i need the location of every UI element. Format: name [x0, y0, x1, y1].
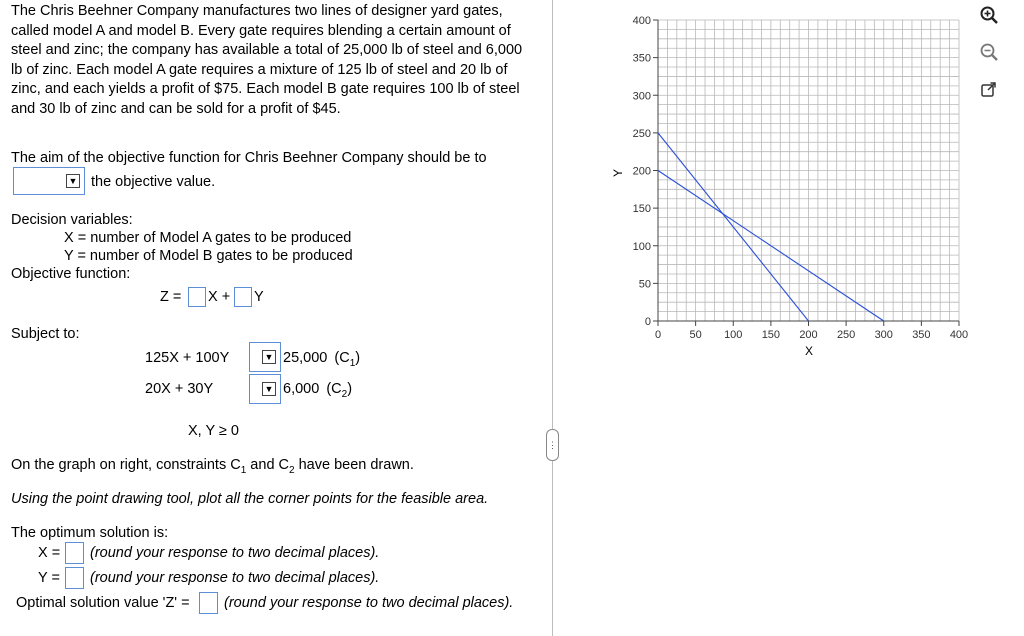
c1-lhs: 125X + 100Y: [145, 350, 230, 366]
optimum-heading: The optimum solution is:: [11, 525, 169, 541]
x-coefficient-input[interactable]: [188, 287, 206, 307]
x-tick-label: 250: [836, 329, 856, 341]
y-tick-label: 0: [644, 316, 651, 328]
instruction-text: Using the point drawing tool, plot all the corner points for the feasible area.: [11, 491, 489, 507]
graph-note-sub1: 1: [240, 464, 247, 476]
graph-note-sub2: 2: [289, 464, 295, 476]
x-tick-label: 150: [761, 329, 781, 341]
c2-tag-close: ): [347, 381, 353, 397]
c1-tag: (C: [334, 350, 350, 366]
problem-text: The Chris Beehner Company manufactures two lines of designer yard gates, called model A and model B. Every gate requires blending a certain amount of steel and zinc; the company has available a total of 25,000 lb of steel and 6,000 lb of zinc. Each model A gate requires a mixture of 125 lb of steel and 20 lb of zinc, and each yields a profit of $75. Each model B gate requires 100 lb of steel and 30 lb of zinc and can be sold for a profit of $45.: [11, 3, 523, 117]
c1-tag-sub: 1: [349, 357, 356, 369]
constraints-heading: Subject to:: [11, 326, 80, 342]
objective-heading: Objective function:: [11, 266, 131, 282]
external-link-button[interactable]: [978, 79, 1000, 101]
x-tick-label: 100: [724, 329, 743, 341]
y-tick-label: 100: [632, 240, 651, 253]
non-negativity: X, Y ≥ 0: [188, 423, 239, 439]
aim-prompt: The aim of the objective function for Chris Beehner Company should be to: [11, 150, 487, 166]
opt-z-label: Optimal solution value 'Z' =: [16, 595, 190, 611]
x-tick-label: 400: [949, 329, 969, 341]
x-definition: X = number of Model A gates to be produced: [64, 230, 352, 246]
opt-y-input[interactable]: [65, 567, 84, 589]
c1-tag-close: ): [355, 350, 361, 366]
c1-rhs-value: 25,000: [283, 350, 328, 366]
y-tick-label: 200: [632, 165, 651, 178]
c2-rhs: [283, 381, 352, 400]
c1-relation-dropdown[interactable]: [249, 342, 281, 372]
c2-tag: (C: [326, 381, 342, 397]
graph-note: [11, 457, 414, 476]
c2-rhs-value: 6,000: [283, 381, 320, 397]
x-tick-label: 350: [912, 329, 931, 341]
zoom-in-button[interactable]: [978, 4, 1000, 26]
x-tick-label: 300: [874, 329, 893, 341]
graph-note-mid: and C: [246, 457, 290, 473]
y-tick-label: 250: [632, 127, 651, 140]
decision-heading: Decision variables:: [11, 212, 133, 228]
external-link-icon: [979, 80, 999, 100]
x-axis-label: X: [804, 344, 814, 358]
y-term-label: Y: [254, 289, 264, 305]
opt-z-hint: (round your response to two decimal places).: [224, 595, 514, 611]
y-tick-label: 350: [632, 52, 651, 65]
opt-x-label: X =: [38, 545, 61, 561]
x-tick-label: 0: [654, 329, 662, 341]
dropdown-arrow-icon: ▼: [262, 350, 276, 364]
zoom-out-icon: [979, 42, 999, 62]
graph-note-post: have been drawn.: [294, 457, 414, 473]
x-tick-label: 50: [689, 329, 702, 341]
graph-note-pre: On the graph on right, constraints C: [11, 457, 241, 473]
y-tick-label: 50: [638, 278, 651, 291]
graph-axes: [653, 20, 959, 326]
panel-divider: [552, 0, 553, 636]
x-term-label: X +: [208, 289, 231, 305]
y-axis-label: Y: [611, 168, 625, 178]
y-coefficient-input[interactable]: [234, 287, 252, 307]
zoom-out-button[interactable]: [978, 41, 1000, 63]
opt-x-hint: (round your response to two decimal places).: [90, 545, 380, 561]
panel-resize-handle[interactable]: ⋮: [546, 429, 559, 461]
y-tick-label: 300: [632, 90, 651, 103]
c2-lhs: 20X + 30Y: [145, 381, 214, 397]
aim-suffix: the objective value.: [91, 174, 216, 190]
opt-y-label: Y =: [38, 570, 60, 586]
z-label: Z =: [160, 289, 182, 305]
aim-dropdown[interactable]: [13, 167, 85, 195]
opt-z-input[interactable]: [199, 592, 218, 614]
graph-grid: [658, 20, 959, 321]
zoom-in-icon: [979, 5, 999, 25]
c2-tag-sub: 2: [341, 388, 348, 400]
dropdown-arrow-icon: ▼: [66, 174, 80, 188]
opt-x-input[interactable]: [65, 542, 84, 564]
opt-y-hint: (round your response to two decimal places).: [90, 570, 380, 586]
y-tick-label: 400: [632, 15, 651, 27]
c1-rhs: [283, 350, 360, 369]
y-definition: Y = number of Model B gates to be produced: [64, 248, 353, 264]
y-tick-label: 150: [632, 203, 651, 216]
dropdown-arrow-icon: ▼: [262, 382, 276, 396]
x-tick-label: 200: [799, 329, 818, 341]
tick-labels: [633, 15, 969, 341]
c2-relation-dropdown[interactable]: [249, 374, 281, 404]
constraint-graph[interactable]: [600, 8, 990, 363]
